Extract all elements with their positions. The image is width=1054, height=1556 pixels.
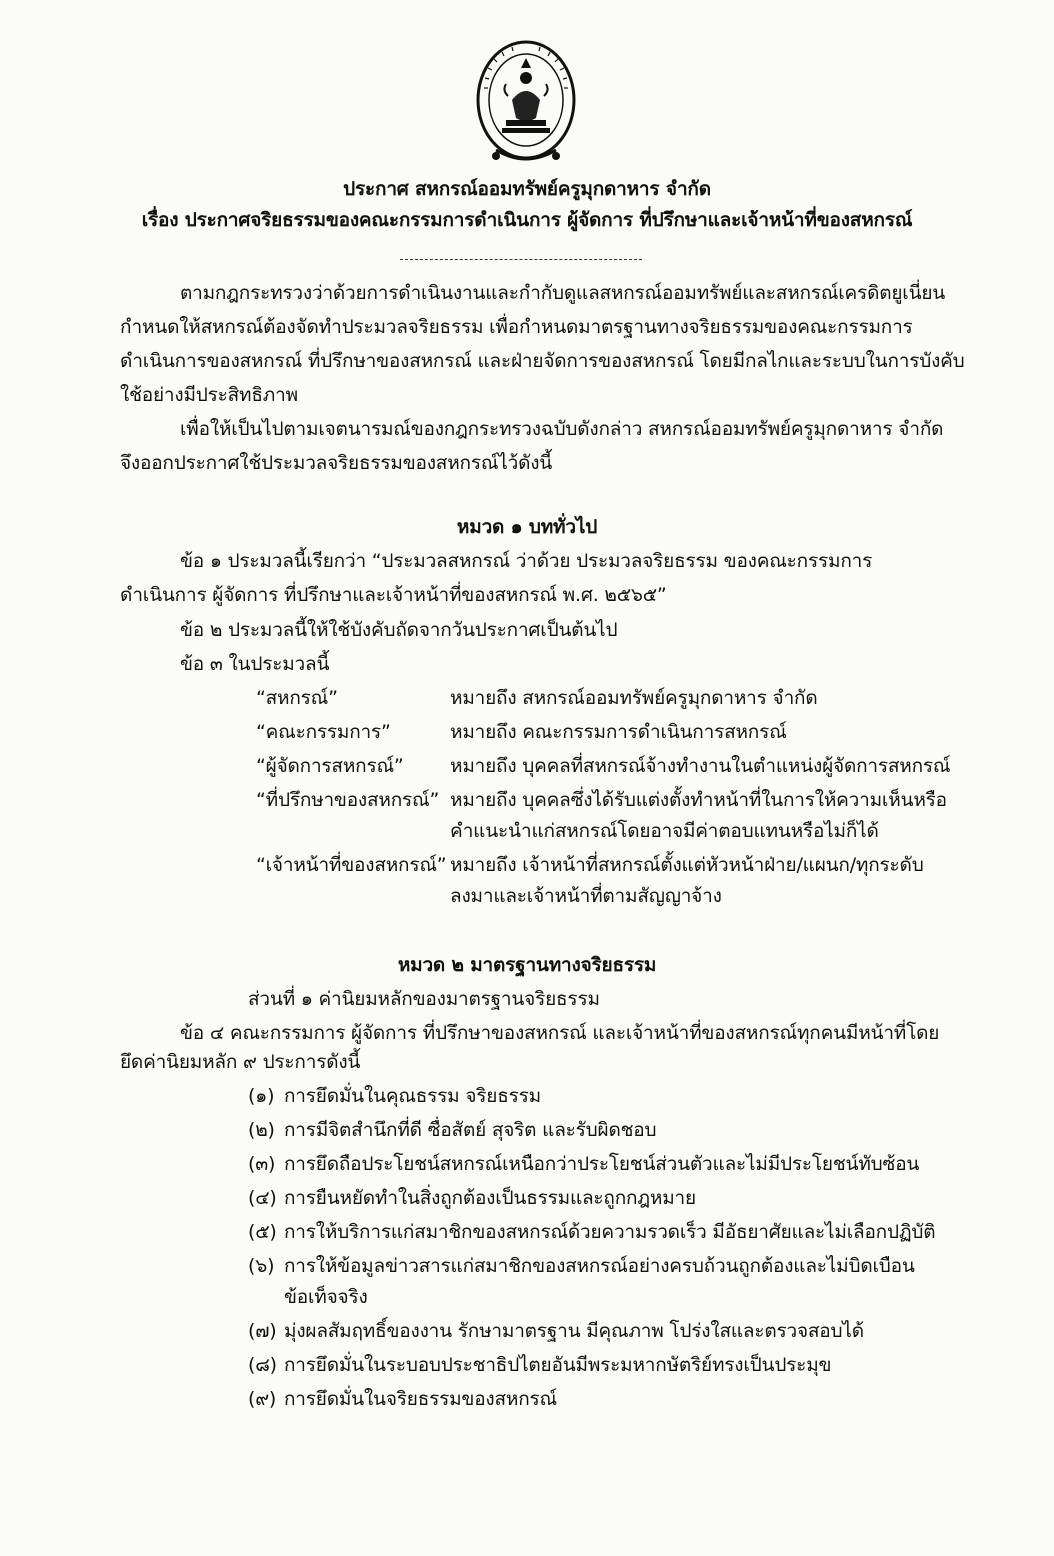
value-text: การมีจิตสำนึกที่ดี ซื่อสัตย์ สุจริต และรับผิดชอบ <box>284 1119 657 1141</box>
value-text: การให้บริการแก่สมาชิกของสหกรณ์ด้วยความรวดเร็ว มีอัธยาศัยและไม่เลือกปฏิบัติ <box>284 1221 936 1243</box>
intro-p1-line2: กำหนดให้สหกรณ์ต้องจัดทำประมวลจริยธรรม เพื่อกำหนดมาตรฐานทางจริยธรรมของคณะกรรมการ <box>120 316 913 338</box>
value-text: มุ่งผลสัมฤทธิ์ของงาน รักษามาตรฐาน มีคุณภาพ โปร่งใสและตรวจสอบได้ <box>284 1320 864 1342</box>
announcement-title: ประกาศ สหกรณ์ออมทรัพย์ครูมุกดาหาร จำกัด <box>343 178 711 200</box>
value-text: การยึดมั่นในคุณธรรม จริยธรรม <box>284 1085 541 1107</box>
definition-text: ลงมาและเจ้าหน้าที่ตามสัญญาจ้าง <box>450 885 722 907</box>
definition-term: “เจ้าหน้าที่ของสหกรณ์” <box>256 854 447 876</box>
value-text: การให้ข้อมูลข่าวสารแก่สมาชิกของสหกรณ์อย่างครบถ้วนถูกต้องและไม่บิดเบือน <box>284 1255 915 1277</box>
definition-text: หมายถึง บุคคลซึ่งได้รับแต่งตั้งทำหน้าที่ในการให้ความเห็นหรือ <box>450 789 947 811</box>
value-text: การยึดมั่นในจริยธรรมของสหกรณ์ <box>284 1388 557 1410</box>
value-number: (๓) <box>248 1153 276 1175</box>
cooperative-seal-emblem <box>474 38 578 176</box>
definition-term: “ที่ปรึกษาของสหกรณ์” <box>256 789 440 811</box>
intro-p1-line4: ใช้อย่างมีประสิทธิภาพ <box>120 384 298 406</box>
chapter-2-heading: หมวด ๒ มาตรฐานทางจริยธรรม <box>397 954 657 976</box>
definition-text: หมายถึง เจ้าหน้าที่สหกรณ์ตั้งแต่หัวหน้าฝ่าย/แผนก/ทุกระดับ <box>450 854 924 876</box>
value-number: (๘) <box>248 1354 277 1376</box>
definition-text: หมายถึง บุคคลที่สหกรณ์จ้างทำงานในตำแหน่งผู้จัดการสหกรณ์ <box>450 755 951 777</box>
section-1-heading: ส่วนที่ ๑ ค่านิยมหลักของมาตรฐานจริยธรรม <box>248 988 600 1010</box>
definition-term: “คณะกรรมการ” <box>256 721 391 743</box>
value-text: การยึดถือประโยชน์สหกรณ์เหนือกว่าประโยชน์ส่วนตัวและไม่มีประโยชน์ทับซ้อน <box>284 1153 920 1175</box>
value-number: (๙) <box>248 1388 277 1410</box>
intro-p2-line2: จึงออกประกาศใช้ประมวลจริยธรรมของสหกรณ์ไว้ดังนี้ <box>120 452 553 474</box>
value-number: (๒) <box>248 1119 275 1141</box>
article-1-line2: ดำเนินการ ผู้จัดการ ที่ปรึกษาและเจ้าหน้าที่ของสหกรณ์ พ.ศ. ๒๕๖๕” <box>120 584 667 606</box>
definition-term: “สหกรณ์” <box>256 687 338 709</box>
article-1-line1: ข้อ ๑ ประมวลนี้เรียกว่า “ประมวลสหกรณ์ ว่าด้วย ประมวลจริยธรรม ของคณะกรรมการ <box>180 550 873 572</box>
intro-p1-line3: ดำเนินการของสหกรณ์ ที่ปรึกษาของสหกรณ์ และฝ่ายจัดการของสหกรณ์ โดยมีกลไกและระบบในการบังคับ <box>120 350 965 372</box>
intro-p1-line1: ตามกฎกระทรวงว่าด้วยการดำเนินงานและกำกับดูแลสหกรณ์ออมทรัพย์และสหกรณ์เครดิตยูเนี่ยน <box>180 282 946 304</box>
value-number: (๕) <box>248 1221 277 1243</box>
intro-p2-line1: เพื่อให้เป็นไปตามเจตนารมณ์ของกฎกระทรวงฉบับดังกล่าว สหกรณ์ออมทรัพย์ครูมุกดาหาร จำกัด <box>180 418 944 440</box>
article-4-line1: ข้อ ๔ คณะกรรมการ ผู้จัดการ ที่ปรึกษาของสหกรณ์ และเจ้าหน้าที่ของสหกรณ์ทุกคนมีหน้าที่โดย <box>180 1022 940 1044</box>
article-4-line2: ยึดค่านิยมหลัก ๙ ประการดังนี้ <box>120 1051 361 1073</box>
value-number: (๗) <box>248 1320 277 1342</box>
value-text: การยืนหยัดทำในสิ่งถูกต้องเป็นธรรมและถูกกฎหมาย <box>284 1187 696 1209</box>
value-text: ข้อเท็จจริง <box>284 1286 368 1308</box>
article-3: ข้อ ๓ ในประมวลนี้ <box>180 653 330 675</box>
value-number: (๑) <box>248 1085 275 1107</box>
value-text: การยึดมั่นในระบอบประชาธิปไตยอันมีพระมหากษัตริย์ทรงเป็นประมุข <box>284 1354 832 1376</box>
value-number: (๔) <box>248 1187 277 1209</box>
definition-text: หมายถึง คณะกรรมการดำเนินการสหกรณ์ <box>450 721 787 743</box>
definition-term: “ผู้จัดการสหกรณ์” <box>256 755 404 777</box>
announcement-subject: เรื่อง ประกาศจริยธรรมของคณะกรรมการดำเนินการ ผู้จัดการ ที่ปรึกษาและเจ้าหน้าที่ของสหกรณ์ <box>141 209 913 231</box>
title-divider <box>400 259 642 260</box>
article-2: ข้อ ๒ ประมวลนี้ให้ใช้บังคับถัดจากวันประกาศเป็นต้นไป <box>180 619 618 641</box>
value-number: (๖) <box>248 1255 275 1277</box>
definition-text: คำแนะนำแก่สหกรณ์โดยอาจมีค่าตอบแทนหรือไม่ก็ได้ <box>450 820 879 842</box>
definition-text: หมายถึง สหกรณ์ออมทรัพย์ครูมุกดาหาร จำกัด <box>450 687 818 709</box>
chapter-1-heading: หมวด ๑ บททั่วไป <box>456 516 598 538</box>
